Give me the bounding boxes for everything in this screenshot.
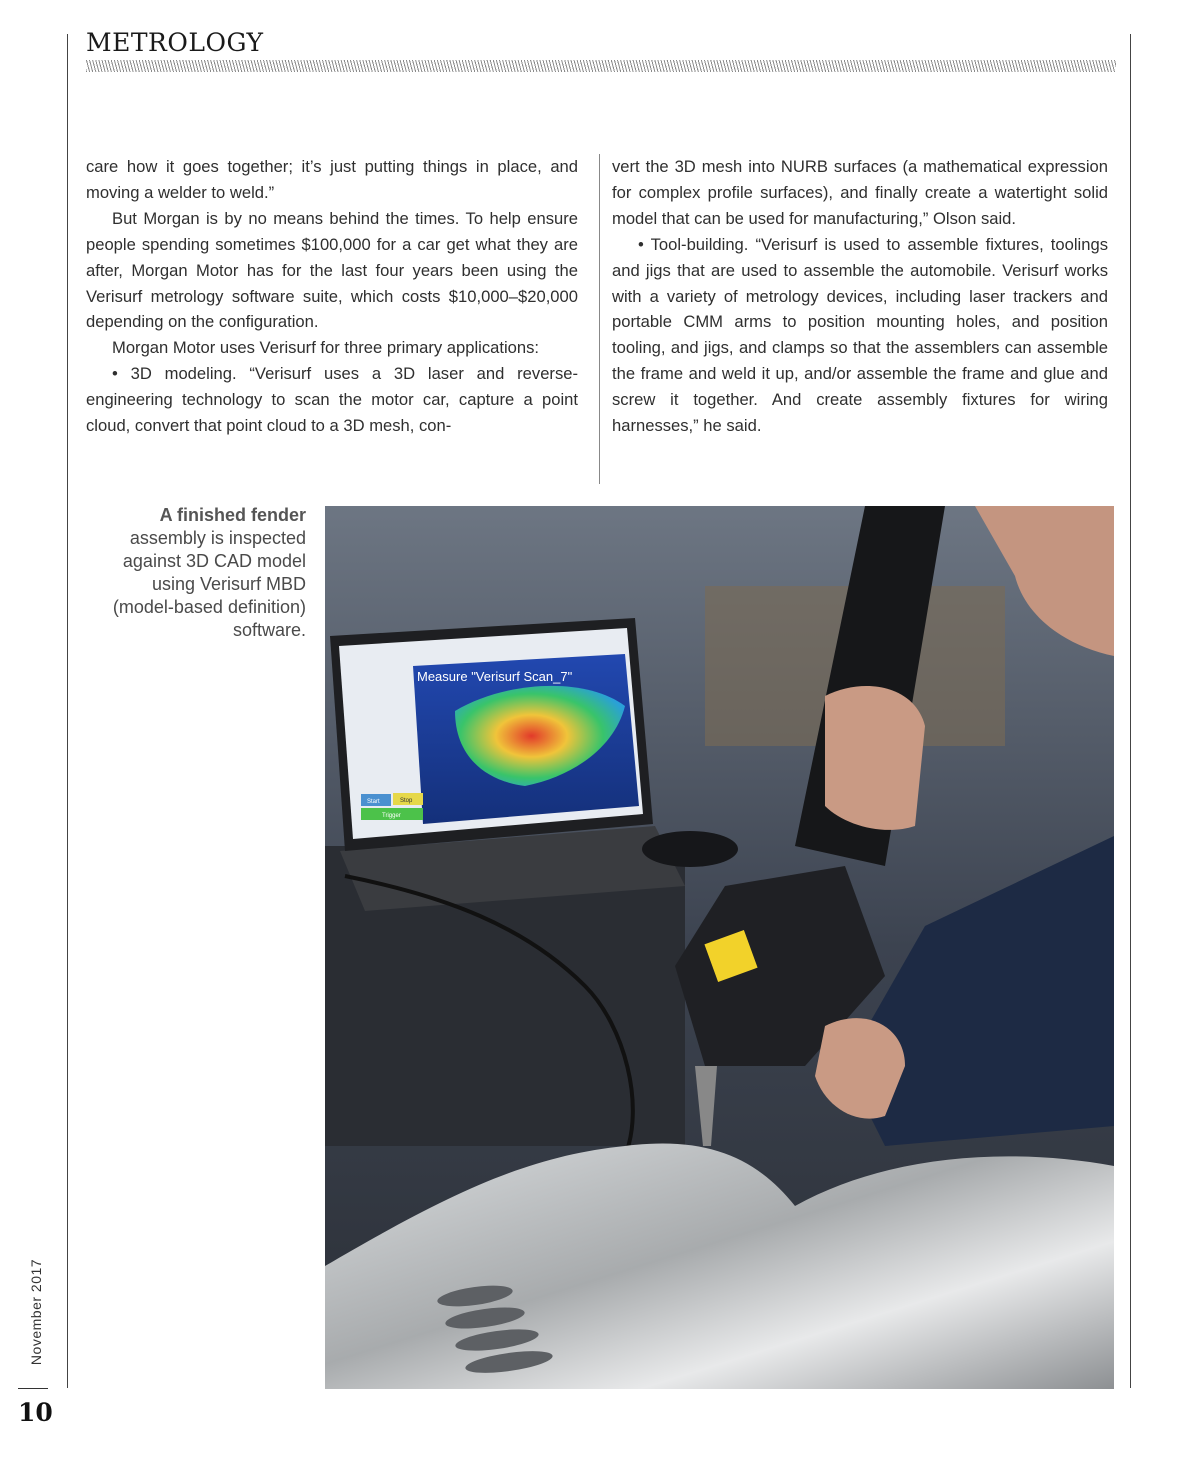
paragraph: vert the 3D mesh into NURB surfaces (a mathematical expression for complex profile surfaces), and finally create a watertight solid model that can be used for manufacturing,” Olson said.	[612, 157, 1108, 228]
page-number: 10	[18, 1398, 53, 1427]
column-divider	[599, 154, 600, 484]
paragraph: • Tool-building. “Verisurf is used to assemble fixtures, toolings and jigs that are used to assemble the automobile. Verisurf works with a variety of metrology devices, including laser trackers and portable CMM arms to position mounting holes, and position tooling, and jigs, and clamps so that the assemblers can assemble the frame and weld it up, and/or assemble the frame and glue and screw it together. And create assembly fixtures for wiring harnesses,” he said.	[612, 234, 1108, 436]
screen-title: Measure "Verisurf Scan_7"	[417, 669, 573, 684]
article-photo	[325, 506, 1114, 1389]
article-column-left	[86, 154, 578, 439]
page-number-rule	[18, 1388, 48, 1389]
photo-caption	[100, 504, 306, 642]
issue-date: November 2017	[28, 1258, 44, 1366]
screen-stop-label: Stop	[400, 798, 413, 804]
screen-trigger-label: Trigger	[382, 813, 401, 819]
section-title: METROLOGY	[86, 28, 264, 57]
caption-text: assembly is inspected against 3D CAD model using Verisurf MBD (model-based definition) software.	[112, 528, 306, 640]
paragraph: care how it goes together; it’s just putting things in place, and moving a welder to weld.”	[86, 157, 578, 202]
paragraph: But Morgan is by no means behind the times. To help ensure people spending sometimes $100,000 for a car get what they are after, Morgan Motor has for the last four years been using the Verisurf metrology software suite, which costs $10,000–$20,000 depending on the configuration.	[86, 208, 578, 332]
operator-hand-upper	[825, 686, 925, 830]
article-column-right	[612, 154, 1108, 439]
caption-lead: A finished fender	[159, 505, 306, 525]
paragraph: Morgan Motor uses Verisurf for three primary applications:	[112, 338, 540, 358]
left-margin-rule	[67, 34, 68, 1388]
right-margin-rule	[1130, 34, 1131, 1388]
header-hatch-rule	[86, 60, 1116, 72]
paragraph: • 3D modeling. “Verisurf uses a 3D laser and reverse-engineering technology to scan the motor car, capture a point cloud, convert that point cloud to a 3D mesh, con-	[86, 364, 578, 436]
screen-start-label: Start	[367, 799, 380, 805]
computer-mouse	[642, 831, 738, 867]
